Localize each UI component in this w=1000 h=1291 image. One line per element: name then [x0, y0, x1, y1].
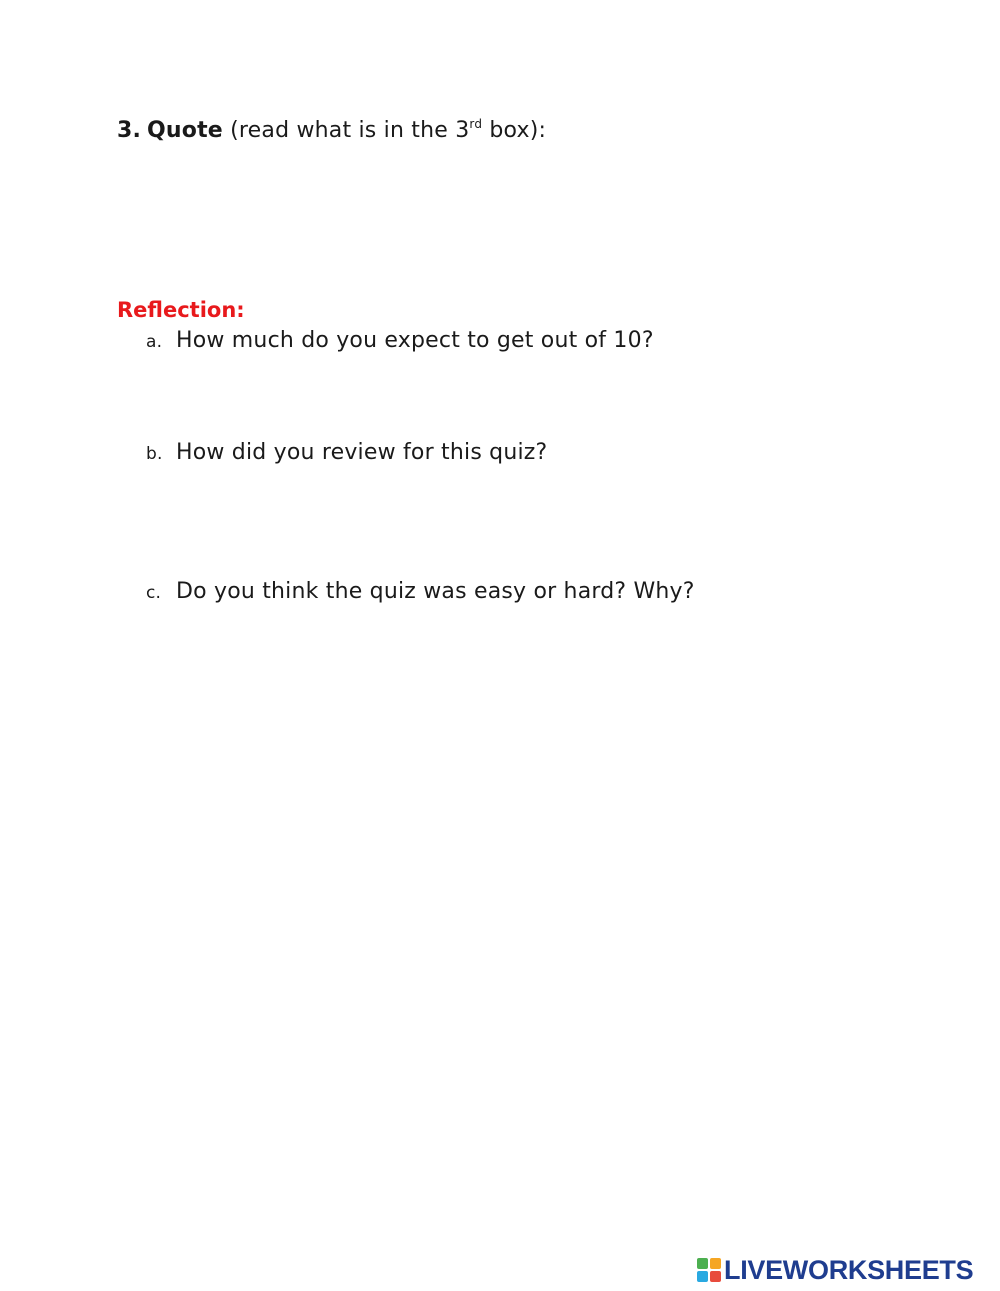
- question-instruction: [230, 118, 546, 143]
- reflection-item-a: [146, 328, 654, 353]
- brand-name: LIVEWORKSHEETS: [724, 1254, 974, 1285]
- reflection-item-b: [146, 440, 547, 465]
- logo-square: [710, 1271, 721, 1282]
- logo-square: [697, 1258, 708, 1269]
- ordinal-suffix: rd: [469, 117, 483, 131]
- reflection-question: How did you review for this quiz?: [176, 440, 548, 465]
- reflection-question: How much do you expect to get out of 10?: [176, 328, 654, 353]
- list-marker: b.: [146, 444, 163, 464]
- question-keyword: Quote: [147, 118, 223, 143]
- reflection-item-c: [146, 579, 695, 604]
- logo-square: [697, 1271, 708, 1282]
- question-instruction-end: box):: [482, 118, 547, 143]
- reflection-heading: Reflection:: [117, 298, 245, 322]
- question-instruction-start: (read what is in the 3: [230, 118, 470, 143]
- question-3: [117, 118, 546, 143]
- list-marker: a.: [146, 332, 163, 352]
- reflection-question: Do you think the quiz was easy or hard? Why?: [176, 579, 695, 604]
- logo-square: [710, 1258, 721, 1269]
- question-number: 3.: [117, 118, 142, 143]
- liveworksheets-brand: [697, 1253, 973, 1287]
- liveworksheets-logo-icon: [697, 1258, 721, 1282]
- list-marker: c.: [146, 583, 162, 603]
